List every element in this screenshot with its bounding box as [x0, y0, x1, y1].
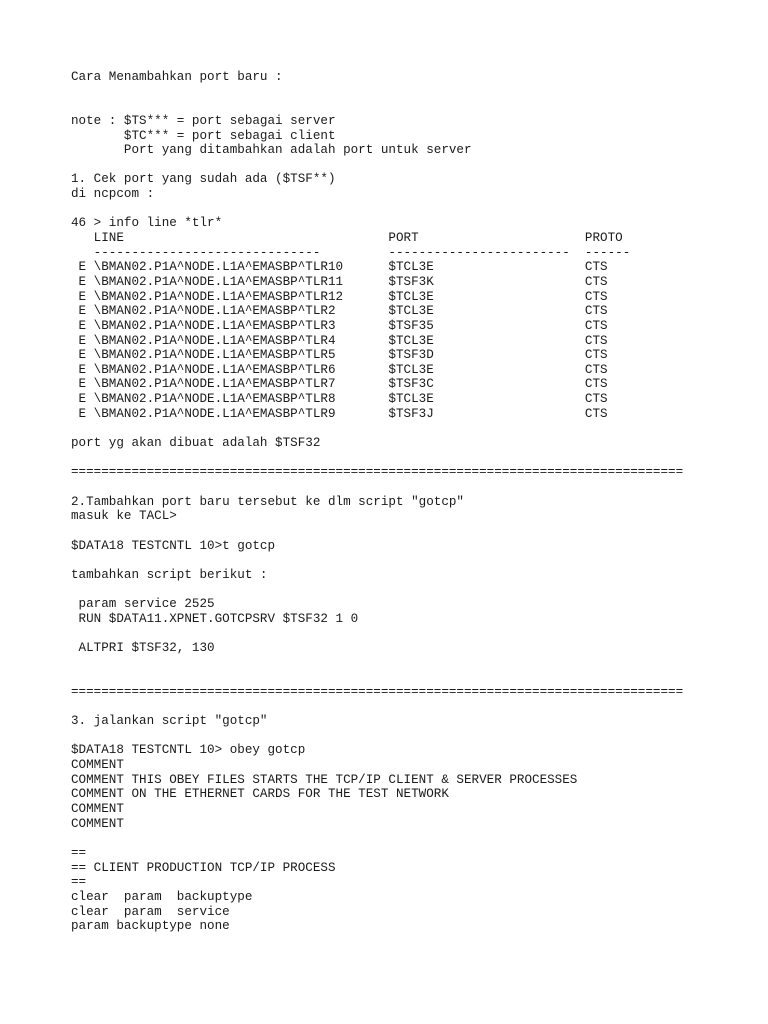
document-line: =================================================================================	[71, 465, 684, 480]
document-line	[71, 451, 683, 466]
document-line	[71, 582, 683, 597]
document-line: param backuptype none	[71, 919, 230, 934]
document-line: E \BMAN02.P1A^NODE.L1A^EMASBP^TLR10 $TCL3E CTS	[71, 260, 608, 275]
document-line	[71, 670, 683, 685]
document-line: $DATA18 TESTCNTL 10> obey gotcp	[71, 743, 306, 758]
document-line	[71, 421, 683, 436]
document-line: param service 2525	[71, 597, 215, 612]
document-line: 3. jalankan script "gotcp"	[71, 714, 268, 729]
document-line: 1. Cek port yang sudah ada ($TSF**)	[71, 172, 336, 187]
document-line: 2.Tambahkan port baru tersebut ke dlm script "gotcp"	[71, 494, 464, 509]
document-line: 46 > info line *tlr*	[71, 216, 223, 231]
document-line: masuk ke TACL>	[71, 509, 177, 524]
document-line: Port yang ditambahkan adalah port untuk server	[71, 143, 472, 158]
document-line: =================================================================================	[71, 684, 684, 699]
document-line: port yg akan dibuat adalah $TSF32	[71, 436, 321, 451]
document-line: E \BMAN02.P1A^NODE.L1A^EMASBP^TLR3 $TSF35 CTS	[71, 318, 608, 333]
document-line	[71, 831, 683, 846]
document-line: ALTPRI $TSF32, 130	[71, 640, 215, 655]
document-line: ==	[71, 845, 87, 860]
document-line: E \BMAN02.P1A^NODE.L1A^EMASBP^TLR11 $TSF3K CTS	[71, 274, 608, 289]
document-line: E \BMAN02.P1A^NODE.L1A^EMASBP^TLR6 $TCL3E CTS	[71, 362, 608, 377]
document-line: COMMENT ON THE ETHERNET CARDS FOR THE TEST NETWORK	[71, 787, 449, 802]
document-line: E \BMAN02.P1A^NODE.L1A^EMASBP^TLR8 $TCL3E CTS	[71, 392, 608, 407]
document-line: LINE PORT PROTO	[71, 231, 623, 246]
document-line: E \BMAN02.P1A^NODE.L1A^EMASBP^TLR2 $TCL3E CTS	[71, 304, 608, 319]
document-line: ------------------------------ ------------------------ ------	[71, 245, 631, 260]
document-line: di ncpcom :	[71, 187, 155, 202]
document-line: E \BMAN02.P1A^NODE.L1A^EMASBP^TLR4 $TCL3E CTS	[71, 333, 608, 348]
document-line	[71, 656, 683, 671]
document-line	[71, 99, 683, 114]
document-line: $DATA18 TESTCNTL 10>t gotcp	[71, 538, 276, 553]
document-line: COMMENT	[71, 758, 124, 773]
document-line: COMMENT	[71, 802, 124, 817]
document-line: ==	[71, 875, 87, 890]
document-line: COMMENT THIS OBEY FILES STARTS THE TCP/IP CLIENT & SERVER PROCESSES	[71, 772, 578, 787]
document-text	[71, 70, 683, 934]
document-line: Cara Menambahkan port baru :	[71, 70, 283, 84]
document-line	[71, 85, 683, 100]
document-line	[71, 553, 683, 568]
document-line: clear param backuptype	[71, 889, 253, 904]
document-line: tambahkan script berikut :	[71, 567, 268, 582]
document-line: E \BMAN02.P1A^NODE.L1A^EMASBP^TLR9 $TSF3J CTS	[71, 406, 608, 421]
document-line	[71, 700, 683, 715]
document-line: E \BMAN02.P1A^NODE.L1A^EMASBP^TLR5 $TSF3D CTS	[71, 348, 608, 363]
document-line	[71, 729, 683, 744]
document-line	[71, 626, 683, 641]
document-line: == CLIENT PRODUCTION TCP/IP PROCESS	[71, 860, 336, 875]
document-line	[71, 202, 683, 217]
document-line: E \BMAN02.P1A^NODE.L1A^EMASBP^TLR7 $TSF3C CTS	[71, 377, 608, 392]
document-line: COMMENT	[71, 816, 124, 831]
document-line	[71, 158, 683, 173]
document-line	[71, 480, 683, 495]
document-line: $TC*** = port sebagai client	[71, 128, 336, 143]
document-line	[71, 524, 683, 539]
document-line: RUN $DATA11.XPNET.GOTCPSRV $TSF32 1 0	[71, 611, 359, 626]
document-line: E \BMAN02.P1A^NODE.L1A^EMASBP^TLR12 $TCL3E CTS	[71, 289, 608, 304]
document-line: clear param service	[71, 904, 230, 919]
document-line: note : $TS*** = port sebagai server	[71, 113, 336, 128]
